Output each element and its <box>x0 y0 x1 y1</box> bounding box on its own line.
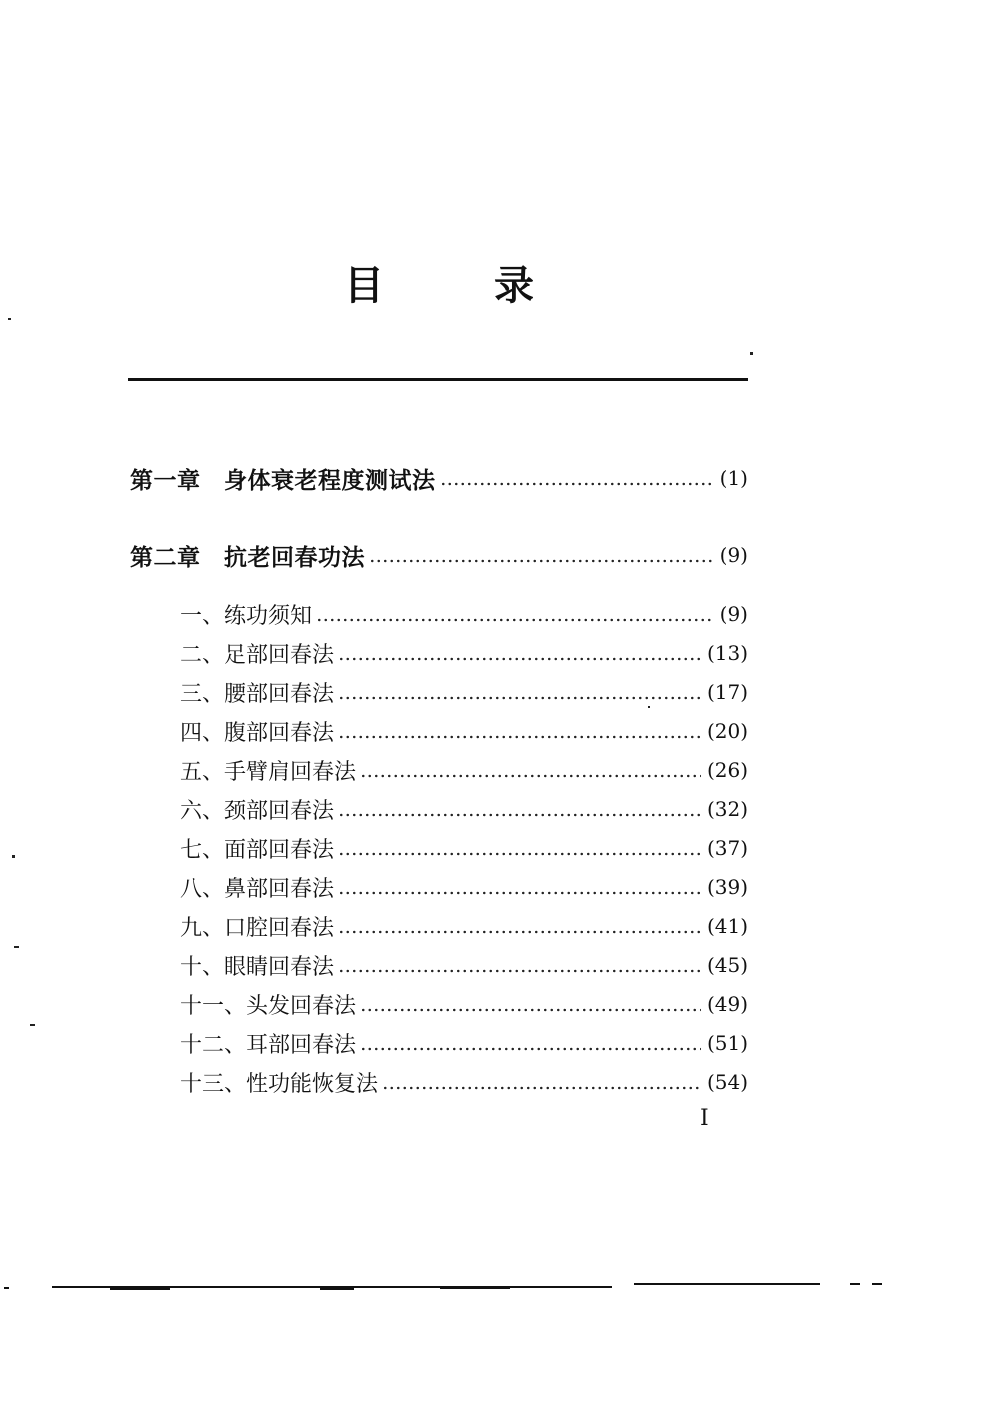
dot-leader <box>338 969 701 973</box>
scan-bottom-line <box>634 1283 820 1285</box>
toc-page-number: (51) <box>706 1031 748 1055</box>
toc-section-label: 九、口腔回春法 <box>180 915 335 941</box>
dot-leader <box>338 891 701 895</box>
toc-section-label: 十三、性功能恢复法 <box>180 1071 379 1097</box>
scan-bottom-line <box>872 1283 882 1285</box>
toc-page-number: (20) <box>706 719 748 743</box>
toc-section-label: 五、手臂肩回春法 <box>180 759 357 785</box>
toc-section-6[interactable] <box>180 792 748 826</box>
toc-page-number: (26) <box>706 758 748 782</box>
toc-page-number: (17) <box>706 680 748 704</box>
toc-section-label: 八、鼻部回春法 <box>180 876 335 902</box>
scan-speck <box>750 352 753 355</box>
dot-leader <box>338 852 701 856</box>
scan-speck <box>8 318 11 320</box>
toc-page-number: (41) <box>706 914 748 938</box>
toc-section-3[interactable] <box>180 675 748 709</box>
dot-leader <box>360 774 701 778</box>
toc-section-8[interactable] <box>180 870 748 904</box>
dot-leader <box>369 559 714 563</box>
toc-section-13[interactable] <box>180 1065 748 1099</box>
toc-page-number: (32) <box>706 797 748 821</box>
toc-section-11[interactable] <box>180 987 748 1021</box>
dot-leader <box>316 618 714 622</box>
scan-bottom-line <box>4 1287 9 1289</box>
dot-leader <box>360 1008 701 1012</box>
toc-page-number: (1) <box>719 466 748 490</box>
toc-section-2[interactable] <box>180 636 748 670</box>
dot-leader <box>382 1086 701 1090</box>
toc-chapter-1[interactable] <box>130 461 748 495</box>
toc-section-label: 三、腰部回春法 <box>180 681 335 707</box>
scan-speck <box>30 1024 35 1026</box>
toc-section-1[interactable] <box>180 597 748 631</box>
toc-section-label: 十一、头发回春法 <box>180 993 357 1019</box>
dot-leader <box>338 813 701 817</box>
toc-section-4[interactable] <box>180 714 748 748</box>
toc-section-12[interactable] <box>180 1026 748 1060</box>
toc-page-number: (49) <box>706 992 748 1016</box>
title-char-2: 录 <box>494 263 534 309</box>
toc-page-number: (37) <box>706 836 748 860</box>
toc-page-number: (39) <box>706 875 748 899</box>
toc-page-number: (9) <box>719 543 748 567</box>
scan-bottom-line <box>440 1286 510 1289</box>
toc-section-label: 七、面部回春法 <box>180 837 335 863</box>
toc-chapter-label: 第一章 身体衰老程度测试法 <box>130 467 436 494</box>
toc-section-label: 六、颈部回春法 <box>180 798 335 824</box>
toc-section-9[interactable] <box>180 909 748 943</box>
folio-page-number: I <box>700 1106 709 1131</box>
dot-leader <box>440 482 714 486</box>
dot-leader <box>360 1047 701 1051</box>
toc-section-label: 十、眼睛回春法 <box>180 954 335 980</box>
scan-bottom-line <box>110 1287 170 1290</box>
scan-speck <box>14 946 19 948</box>
toc-section-10[interactable] <box>180 948 748 982</box>
scan-bottom-line <box>850 1283 860 1285</box>
toc-page-number: (54) <box>706 1070 748 1094</box>
scan-speck <box>12 855 15 858</box>
title-rule <box>128 378 748 381</box>
toc-section-label: 十二、耳部回春法 <box>180 1032 357 1058</box>
dot-leader <box>338 735 701 739</box>
toc-section-7[interactable] <box>180 831 748 865</box>
dot-leader <box>338 657 701 661</box>
scan-bottom-line <box>320 1287 354 1290</box>
toc-chapter-label: 第二章 抗老回春功法 <box>130 544 365 571</box>
toc-page-number: (13) <box>706 641 748 665</box>
toc-page-number: (45) <box>706 953 748 977</box>
dot-leader <box>338 930 701 934</box>
scan-speck <box>648 706 650 708</box>
title-char-1: 目 <box>344 263 384 309</box>
toc-section-label: 二、足部回春法 <box>180 642 335 668</box>
toc-chapter-2[interactable] <box>130 538 748 572</box>
toc-section-label: 四、腹部回春法 <box>180 720 335 746</box>
toc-page-number: (9) <box>719 602 748 626</box>
toc-section-5[interactable] <box>180 753 748 787</box>
toc-section-label: 一、练功须知 <box>180 603 313 629</box>
dot-leader <box>338 696 701 700</box>
